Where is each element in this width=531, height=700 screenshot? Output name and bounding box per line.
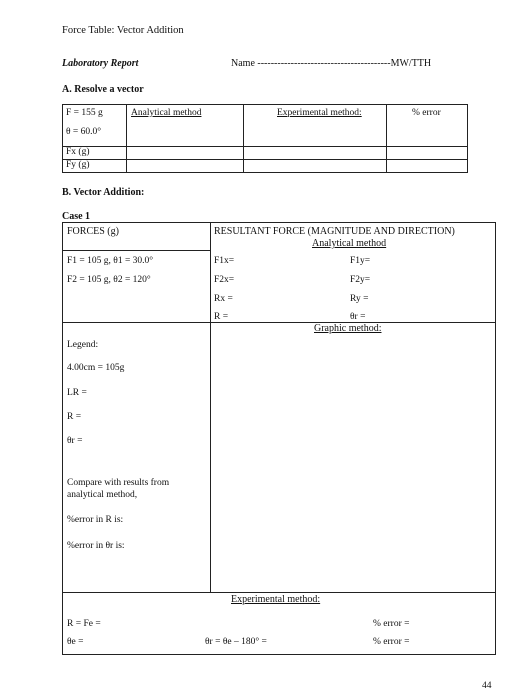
page-number: 44 [482, 681, 492, 691]
percent-error-2: % error = [373, 637, 410, 647]
r-graphic-label: R = [67, 412, 82, 422]
error-theta-label: %error in θr is: [67, 541, 125, 551]
lr-label: LR = [67, 388, 87, 398]
percent-error-1: % error = [373, 619, 410, 629]
experimental-method-label: Experimental method: [231, 594, 321, 605]
force-1: F1 = 105 g, θ1 = 30.0° [67, 256, 154, 266]
case-label: Case 1 [62, 211, 91, 222]
f2y-label: F2y= [350, 275, 371, 285]
resultant-header: RESULTANT FORCE (MAGNITUDE AND DIRECTION) [214, 226, 455, 237]
name-line: Name ----------------------------------------MW/TTH [231, 58, 432, 69]
compare-line-2: analytical method, [67, 490, 138, 500]
angle-value: θ = 60.0° [66, 127, 102, 137]
f1x-label: F1x= [214, 256, 235, 266]
experimental-method-header: Experimental method: [277, 108, 362, 118]
f2x-label: F2x= [214, 275, 235, 285]
percent-error-header: % error [412, 108, 441, 118]
ry-label: Ry = [350, 294, 369, 304]
theta-r-label: θr = [350, 312, 366, 322]
rx-label: Rx = [214, 294, 233, 304]
r-fe-label: R = Fe = [67, 619, 101, 629]
error-r-label: %error in R is: [67, 515, 124, 525]
forces-header: FORCES (g) [67, 226, 119, 237]
force-value: F = 155 g [66, 108, 103, 118]
force-2: F2 = 105 g, θ2 = 120° [67, 275, 151, 285]
f1y-label: F1y= [350, 256, 371, 266]
theta-r-formula: θr = θe – 180° = [205, 637, 267, 647]
compare-line-1: Compare with results from [67, 478, 170, 488]
theta-graphic-label: θr = [67, 436, 83, 446]
scale-label: 4.00cm = 105g [67, 363, 125, 373]
legend-label: Legend: [67, 340, 99, 350]
section-a-heading: A. Resolve a vector [62, 84, 144, 95]
section-b-heading: B. Vector Addition: [62, 187, 145, 198]
fx-row-label: Fx (g) [66, 147, 90, 157]
report-label: Laboratory Report [62, 58, 139, 69]
theta-e-label: θe = [67, 637, 84, 647]
r-label: R = [214, 312, 229, 322]
graphic-method-label: Graphic method: [314, 323, 382, 334]
analytical-method-header: Analytical method [131, 108, 202, 118]
document-title: Force Table: Vector Addition [62, 25, 184, 36]
analytical-method-label: Analytical method [312, 238, 387, 249]
fy-row-label: Fy (g) [66, 160, 90, 170]
